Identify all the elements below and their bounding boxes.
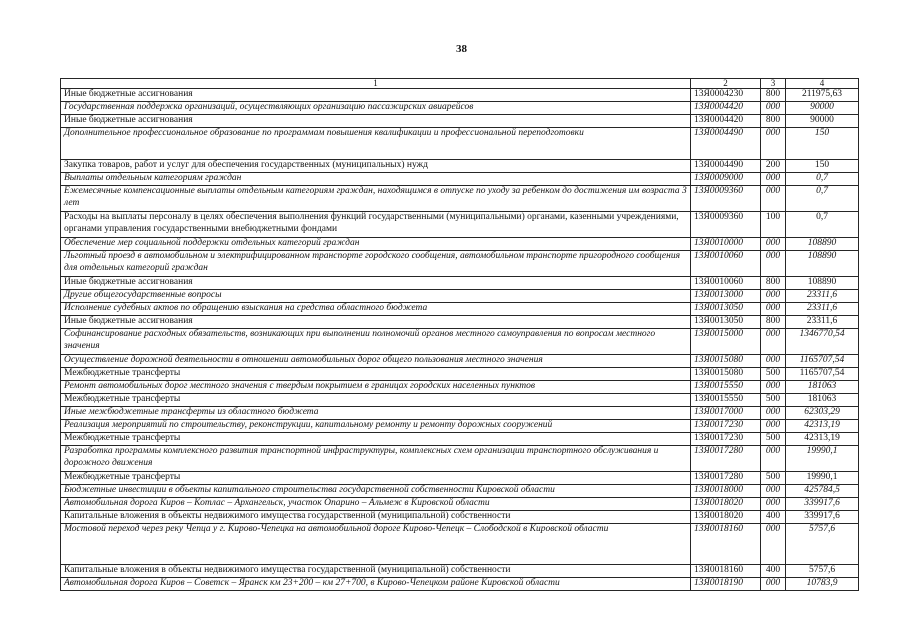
amount-cell: 19990,1 [786,446,859,472]
amount-cell: 150 [786,128,859,160]
code-cell: 13Я0015550 [691,381,761,394]
description-cell: Иные бюджетные ассигнования [61,316,691,329]
description-cell: Иные межбюджетные трансферты из областного бюджета [61,407,691,420]
type-cell: 000 [761,578,786,591]
code-cell: 13Я0015550 [691,394,761,407]
table-row [61,238,859,251]
code-cell: 13Я0018190 [691,578,761,591]
amount-cell: 23311,6 [786,316,859,329]
description-cell: Софинансирование расходных обязательств, возникающих при выполнении полномочий органов местного самоуправления по вопросам местного значения [61,329,691,355]
code-cell: 13Я0017280 [691,446,761,472]
type-cell: 000 [761,173,786,186]
description-cell: Межбюджетные трансферты [61,433,691,446]
code-cell: 13Я0018020 [691,511,761,524]
description-cell: Обеспечение мер социальной поддержки отдельных категорий граждан [61,238,691,251]
description-cell: Капитальные вложения в объекты недвижимого имущества государственной (муниципальной) собственности [61,565,691,578]
code-cell: 13Я0004490 [691,128,761,160]
description-cell: Иные бюджетные ассигнования [61,89,691,102]
code-cell: 13Я0015000 [691,329,761,355]
type-cell: 100 [761,212,786,238]
table-row [61,128,859,160]
code-cell: 13Я0010000 [691,238,761,251]
amount-cell: 0,7 [786,186,859,212]
table-row [61,446,859,472]
type-cell: 400 [761,565,786,578]
amount-cell: 23311,6 [786,303,859,316]
type-cell: 800 [761,115,786,128]
type-cell: 000 [761,446,786,472]
code-cell: 13Я0017000 [691,407,761,420]
amount-cell: 5757,6 [786,524,859,565]
type-cell: 000 [761,102,786,115]
table-row [61,565,859,578]
type-cell: 000 [761,128,786,160]
amount-cell: 1165707,54 [786,355,859,368]
description-cell: Исполнение судебных актов по обращению взыскания на средства областного бюджета [61,303,691,316]
table-row [61,524,859,565]
amount-cell: 339917,6 [786,498,859,511]
description-cell: Осуществление дорожной деятельности в отношении автомобильных дорог общего пользования местного значения [61,355,691,368]
description-cell: Иные бюджетные ассигнования [61,277,691,290]
type-cell: 000 [761,186,786,212]
code-cell: 13Я0018020 [691,498,761,511]
table-row [61,394,859,407]
table-row [61,578,859,591]
type-cell: 800 [761,316,786,329]
code-cell: 13Я0010060 [691,251,761,277]
table-row [61,115,859,128]
code-cell: 13Я0018160 [691,565,761,578]
type-cell: 000 [761,498,786,511]
table-row [61,316,859,329]
table-header-row [61,79,859,89]
description-cell: Капитальные вложения в объекты недвижимого имущества государственной (муниципальной) собственности [61,511,691,524]
amount-cell: 211975,63 [786,89,859,102]
type-cell: 000 [761,290,786,303]
description-cell: Мостовой переход через реку Чепца у г. Кирово-Чепецка на автомобильной дороге Кирово-Чепецк – Слободской в Кировской области [61,524,691,565]
code-cell: 13Я0009000 [691,173,761,186]
amount-cell: 90000 [786,102,859,115]
description-cell: Межбюджетные трансферты [61,394,691,407]
code-cell: 13Я0015080 [691,355,761,368]
code-cell: 13Я0017230 [691,420,761,433]
description-cell: Автомобильная дорога Киров – Советск – Яранск км 23+200 – км 27+700, в Кирово-Чепецком районе Кировской области [61,578,691,591]
table-row [61,433,859,446]
description-cell: Льготный проезд в автомобильном и электрифицированном транспорте городского сообщения, автомобильном транспорте пригородного сообщения для отдельных категорий граждан [61,251,691,277]
code-cell: 13Я0009360 [691,212,761,238]
table-row [61,368,859,381]
table-row [61,160,859,173]
type-cell: 200 [761,160,786,173]
code-cell: 13Я0004230 [691,89,761,102]
amount-cell: 5757,6 [786,565,859,578]
code-cell: 13Я0013050 [691,316,761,329]
header-cell-type: 3 [761,79,786,89]
description-cell: Реализация мероприятий по строительству, реконструкции, капитальному ремонту и ремонту дорожных сооружений [61,420,691,433]
type-cell: 000 [761,238,786,251]
description-cell: Выплаты отдельным категориям граждан [61,173,691,186]
table-row [61,511,859,524]
description-cell: Расходы на выплаты персоналу в целях обеспечения выполнения функций государственными (муниципальными) органами, казенными учреждениями, органами управления государственными внебюджетными фондами [61,212,691,238]
description-cell: Межбюджетные трансферты [61,472,691,485]
type-cell: 500 [761,394,786,407]
table-row [61,498,859,511]
code-cell: 13Я0017280 [691,472,761,485]
type-cell: 000 [761,251,786,277]
code-cell: 13Я0010060 [691,277,761,290]
code-cell: 13Я0018000 [691,485,761,498]
type-cell: 000 [761,355,786,368]
description-cell: Ремонт автомобильных дорог местного значения с твердым покрытием в границах городских населенных пунктов [61,381,691,394]
code-cell: 13Я0013000 [691,290,761,303]
table-row [61,355,859,368]
code-cell: 13Я0004490 [691,160,761,173]
header-cell-code: 2 [691,79,761,89]
budget-table [60,78,859,591]
code-cell: 13Я0004420 [691,115,761,128]
type-cell: 800 [761,277,786,290]
header-cell-amount: 4 [786,79,859,89]
page-number: 38 [456,43,467,55]
description-cell: Государственная поддержка организаций, осуществляющих организацию пассажирских авиарейсов [61,102,691,115]
table-row [61,89,859,102]
type-cell: 000 [761,329,786,355]
code-cell: 13Я0015080 [691,368,761,381]
table-row [61,290,859,303]
amount-cell: 108890 [786,251,859,277]
amount-cell: 425784,5 [786,485,859,498]
table-row [61,186,859,212]
type-cell: 000 [761,381,786,394]
table-row [61,212,859,238]
type-cell: 000 [761,303,786,316]
amount-cell: 42313,19 [786,420,859,433]
description-cell: Закупка товаров, работ и услуг для обеспечения государственных (муниципальных) нужд [61,160,691,173]
description-cell: Межбюджетные трансферты [61,368,691,381]
amount-cell: 90000 [786,115,859,128]
type-cell: 000 [761,524,786,565]
description-cell: Бюджетные инвестиции в объекты капитального строительства государственной собственности Кировской области [61,485,691,498]
type-cell: 000 [761,485,786,498]
type-cell: 000 [761,407,786,420]
amount-cell: 150 [786,160,859,173]
table-row [61,303,859,316]
table-row [61,472,859,485]
amount-cell: 0,7 [786,212,859,238]
code-cell: 13Я0017230 [691,433,761,446]
amount-cell: 23311,6 [786,290,859,303]
table-row [61,329,859,355]
table-row [61,381,859,394]
table-row [61,420,859,433]
amount-cell: 42313,19 [786,433,859,446]
amount-cell: 0,7 [786,173,859,186]
code-cell: 13Я0013050 [691,303,761,316]
table-row [61,485,859,498]
amount-cell: 108890 [786,238,859,251]
amount-cell: 1165707,54 [786,368,859,381]
code-cell: 13Я0018160 [691,524,761,565]
amount-cell: 1346770,54 [786,329,859,355]
type-cell: 800 [761,89,786,102]
type-cell: 000 [761,420,786,433]
description-cell: Иные бюджетные ассигнования [61,115,691,128]
table-row [61,173,859,186]
table-row [61,277,859,290]
amount-cell: 181063 [786,394,859,407]
table-row [61,407,859,420]
table-row [61,251,859,277]
type-cell: 400 [761,511,786,524]
code-cell: 13Я0009360 [691,186,761,212]
description-cell: Дополнительное профессиональное образование по программам повышения квалификации и профессиональной переподготовки [61,128,691,160]
table-row [61,102,859,115]
amount-cell: 339917,6 [786,511,859,524]
type-cell: 500 [761,433,786,446]
header-cell-description: 1 [61,79,691,89]
type-cell: 500 [761,472,786,485]
type-cell: 500 [761,368,786,381]
amount-cell: 181063 [786,381,859,394]
amount-cell: 62303,29 [786,407,859,420]
amount-cell: 19990,1 [786,472,859,485]
amount-cell: 108890 [786,277,859,290]
description-cell: Разработка программы комплексного развития транспортной инфраструктуры, комплексных схем организации транспортного обслуживания и дорожного движения [61,446,691,472]
description-cell: Автомобильная дорога Киров – Котлас – Архангельск, участок Опарино – Альмеж в Кировской области [61,498,691,511]
description-cell: Ежемесячные компенсационные выплаты отдельным категориям граждан, находящимся в отпуске по уходу за ребенком до достижения им возраста 3 лет [61,186,691,212]
code-cell: 13Я0004420 [691,102,761,115]
amount-cell: 10783,9 [786,578,859,591]
description-cell: Другие общегосударственные вопросы [61,290,691,303]
